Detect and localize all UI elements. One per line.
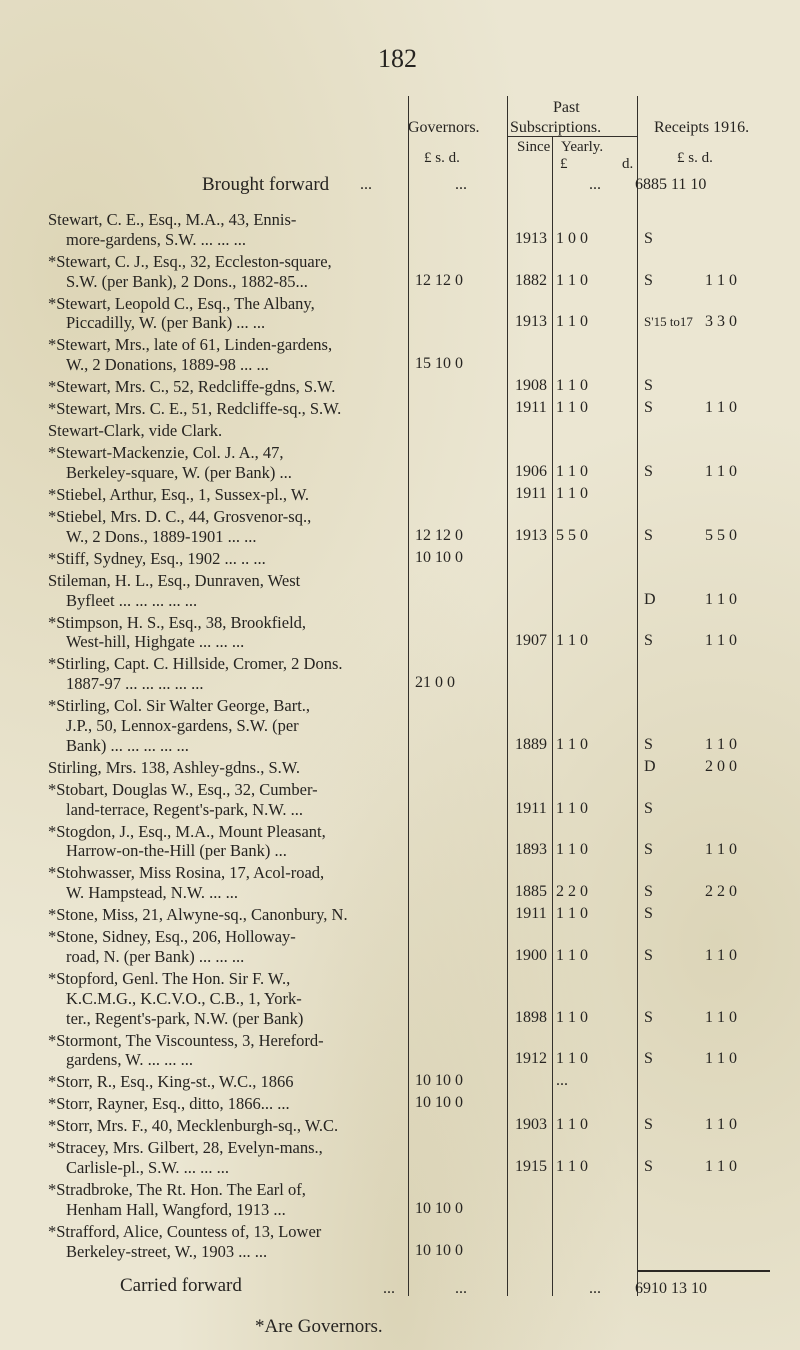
entry-name-line: W. Hampstead, N.W. ... ... — [66, 883, 239, 903]
entry-code: S — [644, 632, 653, 650]
entry-name — [48, 758, 408, 778]
entry-governors: 10 10 0 — [415, 1072, 463, 1090]
carried-forward-dots: ... — [383, 1280, 395, 1297]
entry-since: 1913 — [515, 229, 547, 247]
entry-name-line: Byfleet ... ... ... ... ... — [66, 590, 198, 610]
entry-yearly: 1 1 0 — [556, 632, 588, 650]
header-pound: £ — [560, 156, 568, 172]
entry-name-line: J.P., 50, Lennox-gardens, S.W. (per — [66, 715, 299, 735]
entry-yearly: 1 1 0 — [556, 271, 588, 289]
entry-receipt: 1 1 0 — [705, 632, 737, 650]
entry-name-line: *Stiebel, Mrs. D. C., 44, Grosvenor-sq., — [48, 507, 312, 526]
header-yearly: Yearly. — [561, 139, 604, 155]
entry-name — [48, 1031, 408, 1071]
entry-name-line: *Stirling, Capt. C. Hillside, Cromer, 2 Dons. — [48, 654, 343, 674]
entry-name-line: *Stimpson, H. S., Esq., 38, Brookfield, — [48, 612, 307, 632]
entry-yearly: 1 1 0 — [556, 377, 588, 395]
entry-name — [48, 399, 408, 419]
brought-forward-dots: ... — [360, 176, 372, 193]
entry-name — [48, 485, 408, 505]
entry-yearly: 1 1 0 — [556, 463, 588, 480]
entry-name-line: *Stormont, The Viscountess, 3, Hereford- — [48, 1030, 324, 1050]
entry-receipt: 1 1 0 — [705, 271, 737, 289]
entry-name-line: *Stewart, Mrs. C. E., 51, Redcliffe-sq., S.W. — [48, 399, 342, 419]
carried-forward-receipts: 6910 13 10 — [635, 1280, 707, 1297]
entry-name-line: K.C.M.G., K.C.V.O., C.B., 1, York- — [66, 988, 302, 1008]
entry-code: S — [644, 229, 653, 247]
brought-forward-receipts: 6885 11 10 — [635, 176, 707, 193]
entry-name-line: West-hill, Highgate ... ... ... — [66, 632, 245, 652]
header-receipts-lsd: £ s. d. — [677, 150, 713, 166]
entry-since: 1898 — [515, 1008, 547, 1026]
entry-name — [48, 252, 408, 292]
entry-name-line: *Stone, Sidney, Esq., 206, Holloway- — [48, 927, 296, 947]
entry-name — [48, 1180, 408, 1220]
entry-name-line: more-gardens, S.W. ... ... ... — [66, 229, 246, 249]
entry-yearly: 5 5 0 — [556, 526, 588, 544]
header-rule — [508, 136, 637, 137]
entry-code: S — [644, 463, 653, 480]
header-governors: Governors. — [408, 119, 480, 136]
entry-name-line: *Storr, Rayner, Esq., ditto, 1866... ... — [48, 1094, 290, 1114]
entry-receipt: 1 1 0 — [705, 735, 737, 753]
header-pence: d. — [622, 156, 634, 172]
entry-name-line: *Stracey, Mrs. Gilbert, 28, Evelyn-mans., — [48, 1138, 323, 1158]
entry-code: S — [644, 905, 653, 923]
entry-name — [48, 696, 408, 755]
entry-yearly: 1 1 0 — [556, 1116, 588, 1134]
entry-name — [48, 1116, 408, 1136]
entry-code: S — [644, 735, 653, 753]
header-receipts: Receipts 1916. — [654, 119, 750, 136]
entry-yearly: ... — [556, 1072, 568, 1090]
entry-governors: 10 10 0 — [415, 1094, 463, 1112]
entry-name — [48, 822, 408, 862]
entry-code: S — [644, 399, 653, 417]
entry-since: 1900 — [515, 947, 547, 964]
entry-yearly: 1 1 0 — [556, 799, 588, 817]
entry-name-line: *Strafford, Alice, Countess of, 13, Lower — [48, 1222, 322, 1241]
entry-name-line: 1887-97 ... ... ... ... ... — [66, 674, 204, 694]
entry-governors: 12 12 0 — [415, 271, 463, 289]
entry-governors: 15 10 0 — [415, 355, 463, 373]
entry-name-line: Berkeley-square, W. (per Bank) ... — [66, 462, 292, 482]
entry-name — [48, 927, 408, 967]
entry-code: D — [644, 757, 656, 775]
header-since: Since — [517, 139, 551, 155]
entry-name — [48, 1222, 408, 1262]
entry-since: 1907 — [515, 632, 547, 650]
header-past: Past — [553, 99, 580, 116]
entry-name — [48, 443, 408, 483]
entry-name-line: W., 2 Dons., 1889-1901 ... ... — [66, 526, 257, 546]
entry-code: S — [644, 1158, 653, 1176]
carried-forward-label: Carried forward — [120, 1275, 242, 1296]
entry-name-line: *Stewart, Mrs. C., 52, Redcliffe-gdns, S.W. — [48, 377, 336, 397]
entry-name-line: Stirling, Mrs. 138, Ashley-gdns., S.W. — [48, 757, 300, 777]
entry-yearly: 1 1 0 — [556, 1158, 588, 1176]
carried-forward-yearly: ... — [589, 1280, 601, 1297]
entry-governors: 21 0 0 — [415, 674, 455, 692]
entry-yearly: 1 1 0 — [556, 313, 588, 331]
entry-name-line: Stewart, C. E., Esq., M.A., 43, Ennis- — [48, 210, 297, 229]
entry-code: S — [644, 1050, 653, 1068]
entry-name — [48, 1138, 408, 1178]
column-rule — [408, 96, 409, 1296]
entry-receipt: 1 1 0 — [705, 1116, 737, 1134]
entry-code: S — [644, 883, 653, 901]
entry-name-line: road, N. (per Bank) ... ... ... — [66, 946, 245, 966]
entry-name-line: gardens, W. ... ... ... — [66, 1050, 193, 1070]
entry-name-line: ter., Regent's-park, N.W. (per Bank) — [66, 1008, 304, 1028]
entry-governors: 12 12 0 — [415, 526, 463, 544]
entry-code: S — [644, 799, 653, 817]
brought-forward-label: Brought forward — [202, 174, 330, 195]
entry-yearly: 2 2 0 — [556, 883, 588, 901]
entry-name — [48, 1094, 408, 1114]
entry-yearly: 1 1 0 — [556, 485, 588, 502]
entry-name-line: Piccadilly, W. (per Bank) ... ... — [66, 313, 266, 333]
entry-receipt: 1 1 0 — [705, 1158, 737, 1176]
entry-name — [48, 335, 408, 375]
entry-receipt: 1 1 0 — [705, 463, 737, 480]
entry-name-line: *Stiff, Sydney, Esq., 1902 ... .. ... — [48, 548, 266, 568]
entry-name — [48, 210, 408, 250]
entry-name-line: Stewart-Clark, vide Clark. — [48, 421, 223, 441]
entry-code: S — [644, 377, 653, 395]
entry-name-line: *Stewart, Mrs., late of 61, Linden-gardens, — [48, 335, 333, 355]
entry-name-line: *Stewart, C. J., Esq., 32, Eccleston-square, — [48, 251, 332, 271]
entry-name-line: *Stopford, Genl. The Hon. Sir F. W., — [48, 969, 291, 988]
entry-receipt: 5 5 0 — [705, 526, 737, 544]
entry-receipt: 3 3 0 — [705, 313, 737, 331]
brought-forward-governors: ... — [455, 176, 467, 193]
entry-name — [48, 654, 408, 694]
entry-receipt: 1 1 0 — [705, 1008, 737, 1026]
entry-code: S — [644, 947, 653, 964]
entry-name — [48, 863, 408, 903]
entry-receipt: 2 2 0 — [705, 883, 737, 901]
entry-yearly: 1 1 0 — [556, 947, 588, 964]
entry-yearly: 1 1 0 — [556, 735, 588, 753]
entry-name-line: *Stewart-Mackenzie, Col. J. A., 47, — [48, 443, 284, 463]
entry-name — [48, 294, 408, 334]
entry-since: 1913 — [515, 313, 547, 331]
entry-receipt: 1 1 0 — [705, 590, 737, 608]
entry-name-line: *Storr, R., Esq., King-st., W.C., 1866 — [48, 1072, 294, 1092]
entry-name-line: *Storr, Mrs. F., 40, Mecklenburgh-sq., W.C. — [48, 1116, 339, 1136]
entry-since: 1911 — [515, 399, 547, 417]
entry-receipt: 1 1 0 — [705, 1050, 737, 1068]
entry-name-line: Harrow-on-the-Hill (per Bank) ... — [66, 841, 287, 861]
entry-name-line: *Stradbroke, The Rt. Hon. The Earl of, — [48, 1180, 306, 1200]
entry-name-line: S.W. (per Bank), 2 Dons., 1882-85... — [66, 271, 308, 291]
entry-since: 1912 — [515, 1050, 547, 1068]
header-subscriptions: Subscriptions. — [510, 119, 602, 136]
entry-name-line: *Stirling, Col. Sir Walter George, Bart., — [48, 696, 311, 716]
entry-name — [48, 1072, 408, 1092]
entry-since: 1913 — [515, 526, 547, 544]
entry-yearly: 1 0 0 — [556, 229, 588, 247]
entry-since: 1903 — [515, 1116, 547, 1134]
carried-forward-governors: ... — [455, 1280, 467, 1297]
entry-name-line: *Stohwasser, Miss Rosina, 17, Acol-road, — [48, 863, 325, 883]
entry-name — [48, 507, 408, 547]
entry-name-line: *Stewart, Leopold C., Esq., The Albany, — [48, 293, 315, 313]
entry-since: 1911 — [515, 905, 547, 923]
entry-name — [48, 421, 408, 441]
entry-name-line: Stileman, H. L., Esq., Dunraven, West — [48, 570, 301, 590]
entry-yearly: 1 1 0 — [556, 905, 588, 923]
entry-name-line: Bank) ... ... ... ... ... — [66, 735, 189, 755]
entry-name-line: Berkeley-street, W., 1903 ... ... — [66, 1241, 268, 1261]
entry-receipt: 1 1 0 — [705, 399, 737, 417]
entry-yearly: 1 1 0 — [556, 841, 588, 859]
entry-name-line: *Stiebel, Arthur, Esq., 1, Sussex-pl., W. — [48, 485, 310, 504]
column-rule — [637, 96, 638, 1296]
entry-name-line: *Stobart, Douglas W., Esq., 32, Cumber- — [48, 779, 318, 799]
total-rule — [638, 1270, 770, 1272]
entry-governors: 10 10 0 — [415, 548, 463, 566]
column-rule — [552, 136, 553, 1296]
entry-yearly: 1 1 0 — [556, 399, 588, 417]
entry-name — [48, 969, 408, 1028]
entry-name-line: land-terrace, Regent's-park, N.W. ... — [66, 799, 303, 819]
entry-code: S — [644, 1116, 653, 1134]
page-number: 182 — [378, 44, 417, 73]
entry-name-line: Carlisle-pl., S.W. ... ... ... — [66, 1158, 230, 1178]
entry-since: 1885 — [515, 883, 547, 901]
entry-since: 1906 — [515, 463, 547, 480]
entry-yearly: 1 1 0 — [556, 1050, 588, 1068]
footnote: *Are Governors. — [255, 1316, 383, 1337]
entry-name-line: *Stone, Miss, 21, Alwyne-sq., Canonbury, N. — [48, 905, 348, 925]
entry-code: S — [644, 1008, 653, 1026]
entry-yearly: 1 1 0 — [556, 1008, 588, 1026]
entry-name — [48, 549, 408, 569]
entry-name — [48, 780, 408, 820]
entry-since: 1893 — [515, 841, 547, 859]
entry-name-line: *Stogdon, J., Esq., M.A., Mount Pleasant, — [48, 821, 326, 841]
brought-forward-yearly: ... — [589, 176, 601, 193]
entry-since: 1908 — [515, 377, 547, 395]
entry-since: 1911 — [515, 799, 547, 817]
entry-governors: 10 10 0 — [415, 1241, 463, 1259]
entry-code: S'15 to17 — [644, 314, 693, 330]
entry-receipt: 1 1 0 — [705, 841, 737, 859]
entry-since: 1882 — [515, 271, 547, 289]
entry-code: S — [644, 271, 653, 289]
entry-since: 1911 — [515, 485, 547, 502]
entry-since: 1889 — [515, 735, 547, 753]
entry-receipt: 2 0 0 — [705, 757, 737, 775]
entry-name — [48, 613, 408, 653]
entry-name — [48, 905, 408, 925]
entry-code: D — [644, 590, 656, 608]
entry-governors: 10 10 0 — [415, 1200, 463, 1217]
entry-since: 1915 — [515, 1158, 547, 1176]
entry-code: S — [644, 841, 653, 859]
column-rule — [507, 96, 508, 1296]
entry-name — [48, 571, 408, 611]
entry-name-line: Henham Hall, Wangford, 1913 ... — [66, 1199, 286, 1219]
entry-name — [48, 377, 408, 397]
entry-code: S — [644, 526, 653, 544]
entry-receipt: 1 1 0 — [705, 947, 737, 964]
entry-name-line: W., 2 Donations, 1889-98 ... ... — [66, 355, 269, 375]
header-governors-lsd: £ s. d. — [424, 150, 460, 166]
